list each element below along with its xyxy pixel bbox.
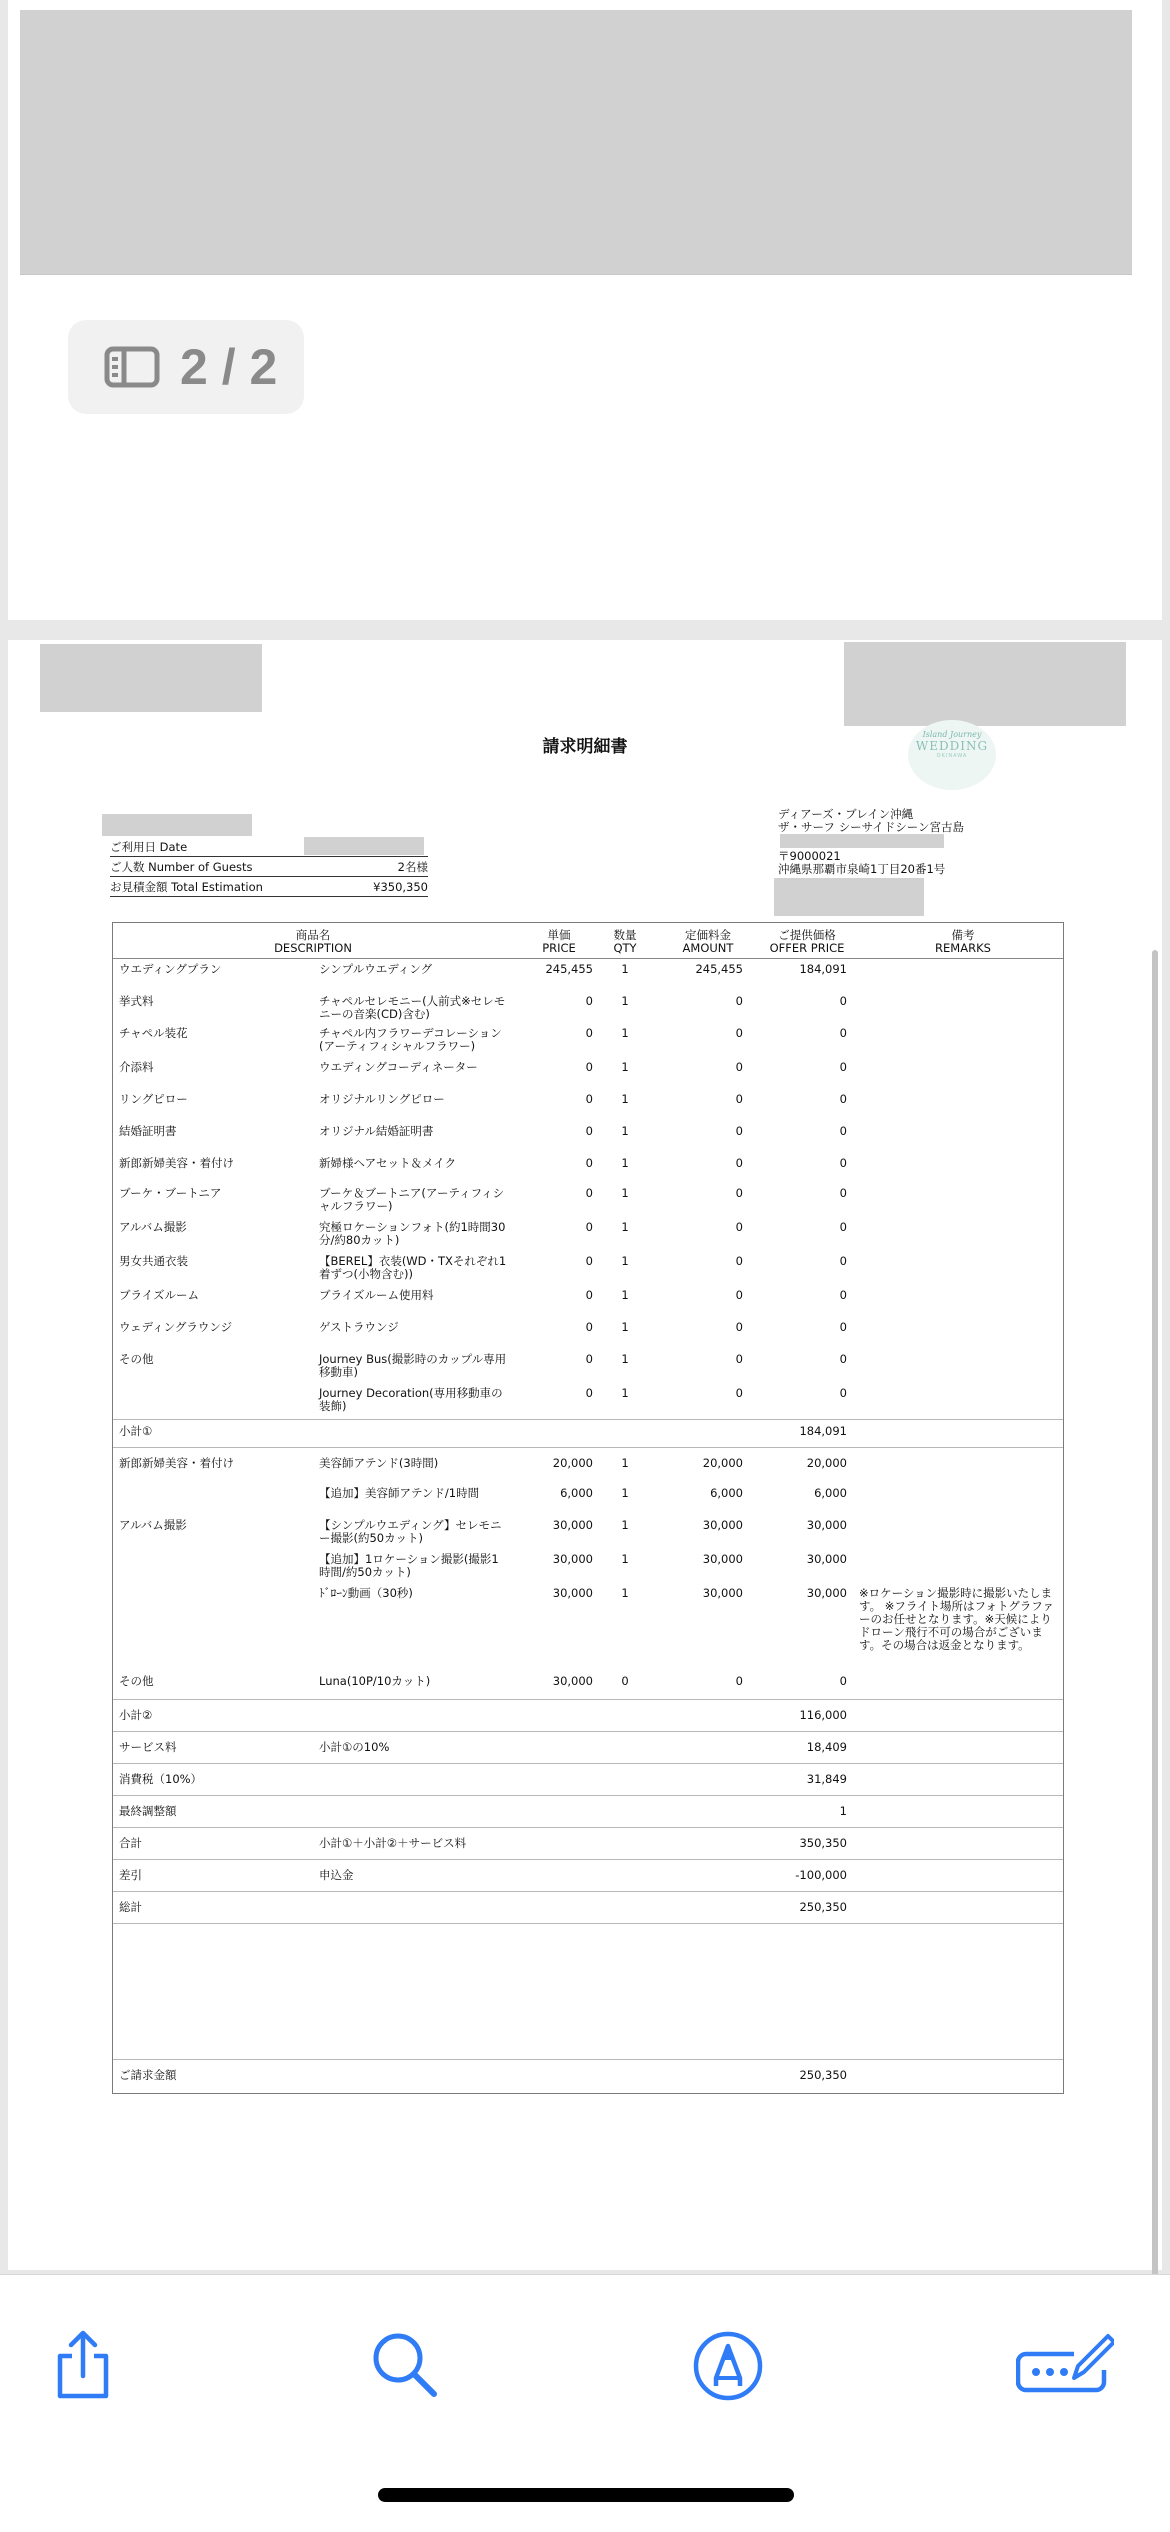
summary-value: 116,000 xyxy=(799,1708,847,1722)
cell-qty: 1 xyxy=(621,1320,629,1334)
cell-qty: 1 xyxy=(621,1124,629,1138)
redacted-area xyxy=(20,10,1132,274)
summary-value: -100,000 xyxy=(795,1868,847,1882)
cell-desc: 新婦様ヘアセット＆メイク xyxy=(319,1156,457,1170)
cell-desc: ゲストラウンジ xyxy=(319,1320,399,1334)
cell-price: 30,000 xyxy=(552,1518,593,1532)
cell-desc: ウエディングコーディネーター xyxy=(319,1060,478,1074)
cell-amount: 30,000 xyxy=(702,1518,743,1532)
cell-offer: 0 xyxy=(839,1320,847,1334)
summary-desc: 申込金 xyxy=(319,1868,354,1882)
cell-desc: シンプルウエディング xyxy=(319,962,433,976)
cell-qty: 1 xyxy=(621,1026,629,1040)
cell-amount: 0 xyxy=(735,1288,743,1302)
cell-price: 0 xyxy=(585,1352,593,1366)
summary-desc: 小計①＋小計②＋サービス料 xyxy=(319,1836,467,1850)
cell-qty: 1 xyxy=(621,1552,629,1566)
sidebar-icon xyxy=(104,346,160,388)
company-address: 沖縄県那覇市泉崎1丁目20番1号 xyxy=(778,862,946,876)
cell-desc: Luna(10P/10カット) xyxy=(319,1674,431,1688)
redacted-area xyxy=(844,642,1126,726)
header-remarks: 備考 REMARKS xyxy=(935,928,991,955)
cell-price: 20,000 xyxy=(552,1456,593,1470)
cell-desc: Journey Decoration(専用移動車の装飾) xyxy=(319,1386,503,1413)
cell-qty: 1 xyxy=(621,1456,629,1470)
page-indicator-label: 2 / 2 xyxy=(180,339,278,395)
cell-qty: 1 xyxy=(621,1518,629,1532)
cell-desc: 【追加】美容師アテンド/1時間 xyxy=(319,1486,480,1500)
markup-icon xyxy=(692,2330,764,2402)
row-divider xyxy=(113,2059,1063,2060)
cell-remarks: ※ロケーション撮影時に撮影いたします。 ※フライト場所はフォトグラファーのお任せとなります。※天候によりドローン飛行不可の場合がございます。その場合は返金となります。 xyxy=(859,1586,1054,1652)
cell-offer: 0 xyxy=(839,1352,847,1366)
cell-qty: 1 xyxy=(621,1254,629,1268)
cell-price: 30,000 xyxy=(552,1586,593,1600)
cell-price: 0 xyxy=(585,1320,593,1334)
cell-amount: 0 xyxy=(735,994,743,1008)
cell-desc: 【追加】1ロケーション撮影(撮影1時間/約50カット) xyxy=(319,1552,499,1579)
cell-offer: 0 xyxy=(839,1220,847,1234)
cell-desc: オリジナルリングピロー xyxy=(319,1092,445,1106)
row-divider xyxy=(113,1763,1063,1764)
cell-qty: 1 xyxy=(621,1586,629,1600)
cell-desc: ブライズルーム使用料 xyxy=(319,1288,434,1302)
row-divider xyxy=(113,1447,1063,1448)
cell-amount: 30,000 xyxy=(702,1586,743,1600)
cell-amount: 0 xyxy=(735,1124,743,1138)
cell-price: 30,000 xyxy=(552,1552,593,1566)
cell-qty: 1 xyxy=(621,1220,629,1234)
invoice-table xyxy=(112,922,1064,2094)
summary-value: 250,350 xyxy=(799,1900,847,1914)
info-row-date: ご利用日 Date xyxy=(110,838,428,857)
cell-price: 0 xyxy=(585,1386,593,1400)
summary-value: 1 xyxy=(839,1804,847,1818)
cell-cat: 結婚証明書 xyxy=(119,1124,177,1138)
cell-price: 245,455 xyxy=(545,962,593,976)
cell-cat: ブーケ・ブートニア xyxy=(119,1186,222,1200)
grand-total-label: ご請求金額 xyxy=(119,2068,177,2082)
header-price: 単価 PRICE xyxy=(542,928,576,955)
header-offer-price: ご提供価格 OFFER PRICE xyxy=(769,928,845,955)
search-button[interactable] xyxy=(370,2330,440,2404)
cell-offer: 20,000 xyxy=(806,1456,847,1470)
cell-amount: 0 xyxy=(735,1674,743,1688)
row-divider xyxy=(113,1699,1063,1700)
cell-price: 0 xyxy=(585,1288,593,1302)
previous-page xyxy=(8,0,1162,620)
row-divider xyxy=(113,1419,1063,1420)
cell-price: 0 xyxy=(585,1124,593,1138)
cell-qty: 1 xyxy=(621,1288,629,1302)
page-indicator[interactable] xyxy=(68,320,304,414)
search-icon xyxy=(370,2330,440,2400)
cell-desc: 【BEREL】衣装(WD・TXそれぞれ1着ずつ(小物含む)) xyxy=(319,1254,507,1281)
cell-offer: 30,000 xyxy=(806,1518,847,1532)
cell-price: 30,000 xyxy=(552,1674,593,1688)
cell-qty: 1 xyxy=(621,1156,629,1170)
cell-cat: その他 xyxy=(119,1352,154,1366)
cell-offer: 0 xyxy=(839,1156,847,1170)
cell-qty: 1 xyxy=(621,1386,629,1400)
cell-qty: 1 xyxy=(621,962,629,976)
summary-desc: 小計①の10% xyxy=(319,1740,390,1754)
cell-desc: ﾄﾞﾛｰﾝ動画（30秒) xyxy=(319,1586,413,1600)
cell-price: 6,000 xyxy=(560,1486,593,1500)
cell-desc: オリジナル結婚証明書 xyxy=(319,1124,434,1138)
cell-cat: ウェディングラウンジ xyxy=(119,1320,233,1334)
summary-label: サービス料 xyxy=(119,1740,177,1754)
cell-offer: 0 xyxy=(839,1386,847,1400)
cell-cat: 挙式料 xyxy=(119,994,154,1008)
cell-amount: 0 xyxy=(735,1320,743,1334)
cell-amount: 6,000 xyxy=(710,1486,743,1500)
row-divider xyxy=(113,1859,1063,1860)
redacted-area xyxy=(304,837,424,855)
cell-desc: チャペル内フラワーデコレーション(アーティフィシャルフラワー) xyxy=(319,1026,502,1053)
cell-desc: ブーケ＆ブートニア(アーティフィシャルフラワー) xyxy=(319,1186,505,1213)
cell-offer: 6,000 xyxy=(814,1486,847,1500)
cell-desc: 美容師アテンド(3時間) xyxy=(319,1456,439,1470)
summary-label: 総計 xyxy=(119,1900,142,1914)
cell-price: 0 xyxy=(585,1254,593,1268)
cell-price: 0 xyxy=(585,994,593,1008)
cell-desc: 【シンプルウエディング】セレモニー撮影(約50カット) xyxy=(319,1518,502,1545)
redacted-area xyxy=(102,814,252,836)
cell-offer: 0 xyxy=(839,994,847,1008)
markup-button[interactable] xyxy=(692,2330,764,2406)
cell-offer: 184,091 xyxy=(799,962,847,976)
cell-price: 0 xyxy=(585,1186,593,1200)
subtotal1-value: 184,091 xyxy=(799,1424,847,1438)
row-divider xyxy=(113,1795,1063,1796)
cell-offer: 0 xyxy=(839,1026,847,1040)
cell-cat: その他 xyxy=(119,1674,154,1688)
cell-amount: 0 xyxy=(735,1092,743,1106)
cell-offer: 0 xyxy=(839,1288,847,1302)
cell-offer: 0 xyxy=(839,1124,847,1138)
info-row-total: お見積金額 Total Estimation ¥350,350 xyxy=(110,878,428,897)
cell-amount: 20,000 xyxy=(702,1456,743,1470)
row-divider xyxy=(113,1731,1063,1732)
wedding-logo: Island Journey WEDDING OKINAWA xyxy=(908,720,996,790)
cell-qty: 1 xyxy=(621,1092,629,1106)
cell-amount: 245,455 xyxy=(695,962,743,976)
cell-cat: アルバム撮影 xyxy=(119,1518,187,1532)
cell-offer: 30,000 xyxy=(806,1552,847,1566)
row-divider xyxy=(113,1923,1063,1924)
company-name: ディアーズ・ブレイン沖縄 xyxy=(778,807,914,821)
cell-price: 0 xyxy=(585,1156,593,1170)
cell-cat: 新郎新婦美容・着付け xyxy=(119,1456,234,1470)
cell-amount: 0 xyxy=(735,1254,743,1268)
cell-price: 0 xyxy=(585,1092,593,1106)
cell-cat: リングピロー xyxy=(119,1092,188,1106)
document-title: 請求明細書 xyxy=(542,737,628,757)
cell-cat: 介添料 xyxy=(119,1060,154,1074)
cell-cat: ウエディングプラン xyxy=(119,962,222,976)
cell-offer: 0 xyxy=(839,1092,847,1106)
signature-icon xyxy=(1016,2330,1114,2396)
cell-qty: 1 xyxy=(621,1352,629,1366)
cell-price: 0 xyxy=(585,1026,593,1040)
summary-label: 最終調整額 xyxy=(119,1804,177,1818)
redacted-area xyxy=(40,644,262,712)
cell-offer: 0 xyxy=(839,1060,847,1074)
fill-and-sign-button[interactable] xyxy=(1016,2330,1114,2400)
cell-desc: Journey Bus(撮影時のカップル専用移動車) xyxy=(319,1352,507,1379)
row-divider xyxy=(113,1891,1063,1892)
summary-value: 31,849 xyxy=(806,1772,847,1786)
cell-amount: 0 xyxy=(735,1186,743,1200)
header-description: 商品名 DESCRIPTION xyxy=(274,928,352,955)
summary-label: 差引 xyxy=(119,1868,142,1882)
invoice-page xyxy=(8,640,1162,2270)
redacted-area xyxy=(774,878,924,916)
cell-offer: 30,000 xyxy=(806,1586,847,1600)
row-divider xyxy=(113,1827,1063,1828)
cell-amount: 0 xyxy=(735,1026,743,1040)
cell-offer: 0 xyxy=(839,1254,847,1268)
cell-amount: 0 xyxy=(735,1352,743,1366)
share-icon xyxy=(52,2330,114,2402)
grand-total-value: 250,350 xyxy=(799,2068,847,2082)
postal-code: 〒9000021 xyxy=(778,849,841,863)
cell-cat: ブライズルーム xyxy=(119,1288,200,1302)
cell-qty: 1 xyxy=(621,994,629,1008)
summary-value: 18,409 xyxy=(806,1740,847,1754)
share-button[interactable] xyxy=(52,2330,114,2406)
summary-value: 350,350 xyxy=(799,1836,847,1850)
header-qty: 数量 QTY xyxy=(613,928,637,955)
summary-label: 合計 xyxy=(119,1836,142,1850)
subtotal1-label: 小計① xyxy=(119,1424,153,1438)
info-row-guests: ご人数 Number of Guests 2名様 xyxy=(110,858,428,877)
cell-price: 0 xyxy=(585,1220,593,1234)
cell-desc: 究極ロケーションフォト(約1時間30分/約80カット) xyxy=(319,1220,506,1247)
cell-amount: 0 xyxy=(735,1156,743,1170)
cell-offer: 0 xyxy=(839,1186,847,1200)
cell-qty: 1 xyxy=(621,1486,629,1500)
summary-label: 小計② xyxy=(119,1708,153,1722)
cell-offer: 0 xyxy=(839,1674,847,1688)
header-amount: 定価料金 AMOUNT xyxy=(682,928,734,955)
cell-qty: 1 xyxy=(621,1060,629,1074)
summary-label: 消費税（10%） xyxy=(119,1772,203,1786)
cell-cat: アルバム撮影 xyxy=(119,1220,187,1234)
cell-cat: チャペル装花 xyxy=(119,1026,188,1040)
scroll-indicator[interactable] xyxy=(1152,950,1158,2280)
cell-cat: 新郎新婦美容・着付け xyxy=(119,1156,234,1170)
cell-amount: 30,000 xyxy=(702,1552,743,1566)
cell-cat: 男女共通衣装 xyxy=(119,1254,188,1268)
cell-amount: 0 xyxy=(735,1386,743,1400)
redacted-area xyxy=(780,834,944,848)
cell-desc: チャペルセレモニー(人前式※セレモニーの音楽(CD)含む) xyxy=(319,994,506,1021)
cell-qty: 1 xyxy=(621,1186,629,1200)
home-indicator[interactable] xyxy=(378,2488,794,2502)
cell-price: 0 xyxy=(585,1060,593,1074)
divider xyxy=(20,274,1132,275)
cell-amount: 0 xyxy=(735,1060,743,1074)
cell-qty: 0 xyxy=(621,1674,629,1688)
venue-name: ザ・サーフ シーサイドシーン宮古島 xyxy=(778,820,965,834)
header-divider xyxy=(113,958,1063,959)
cell-amount: 0 xyxy=(735,1220,743,1234)
